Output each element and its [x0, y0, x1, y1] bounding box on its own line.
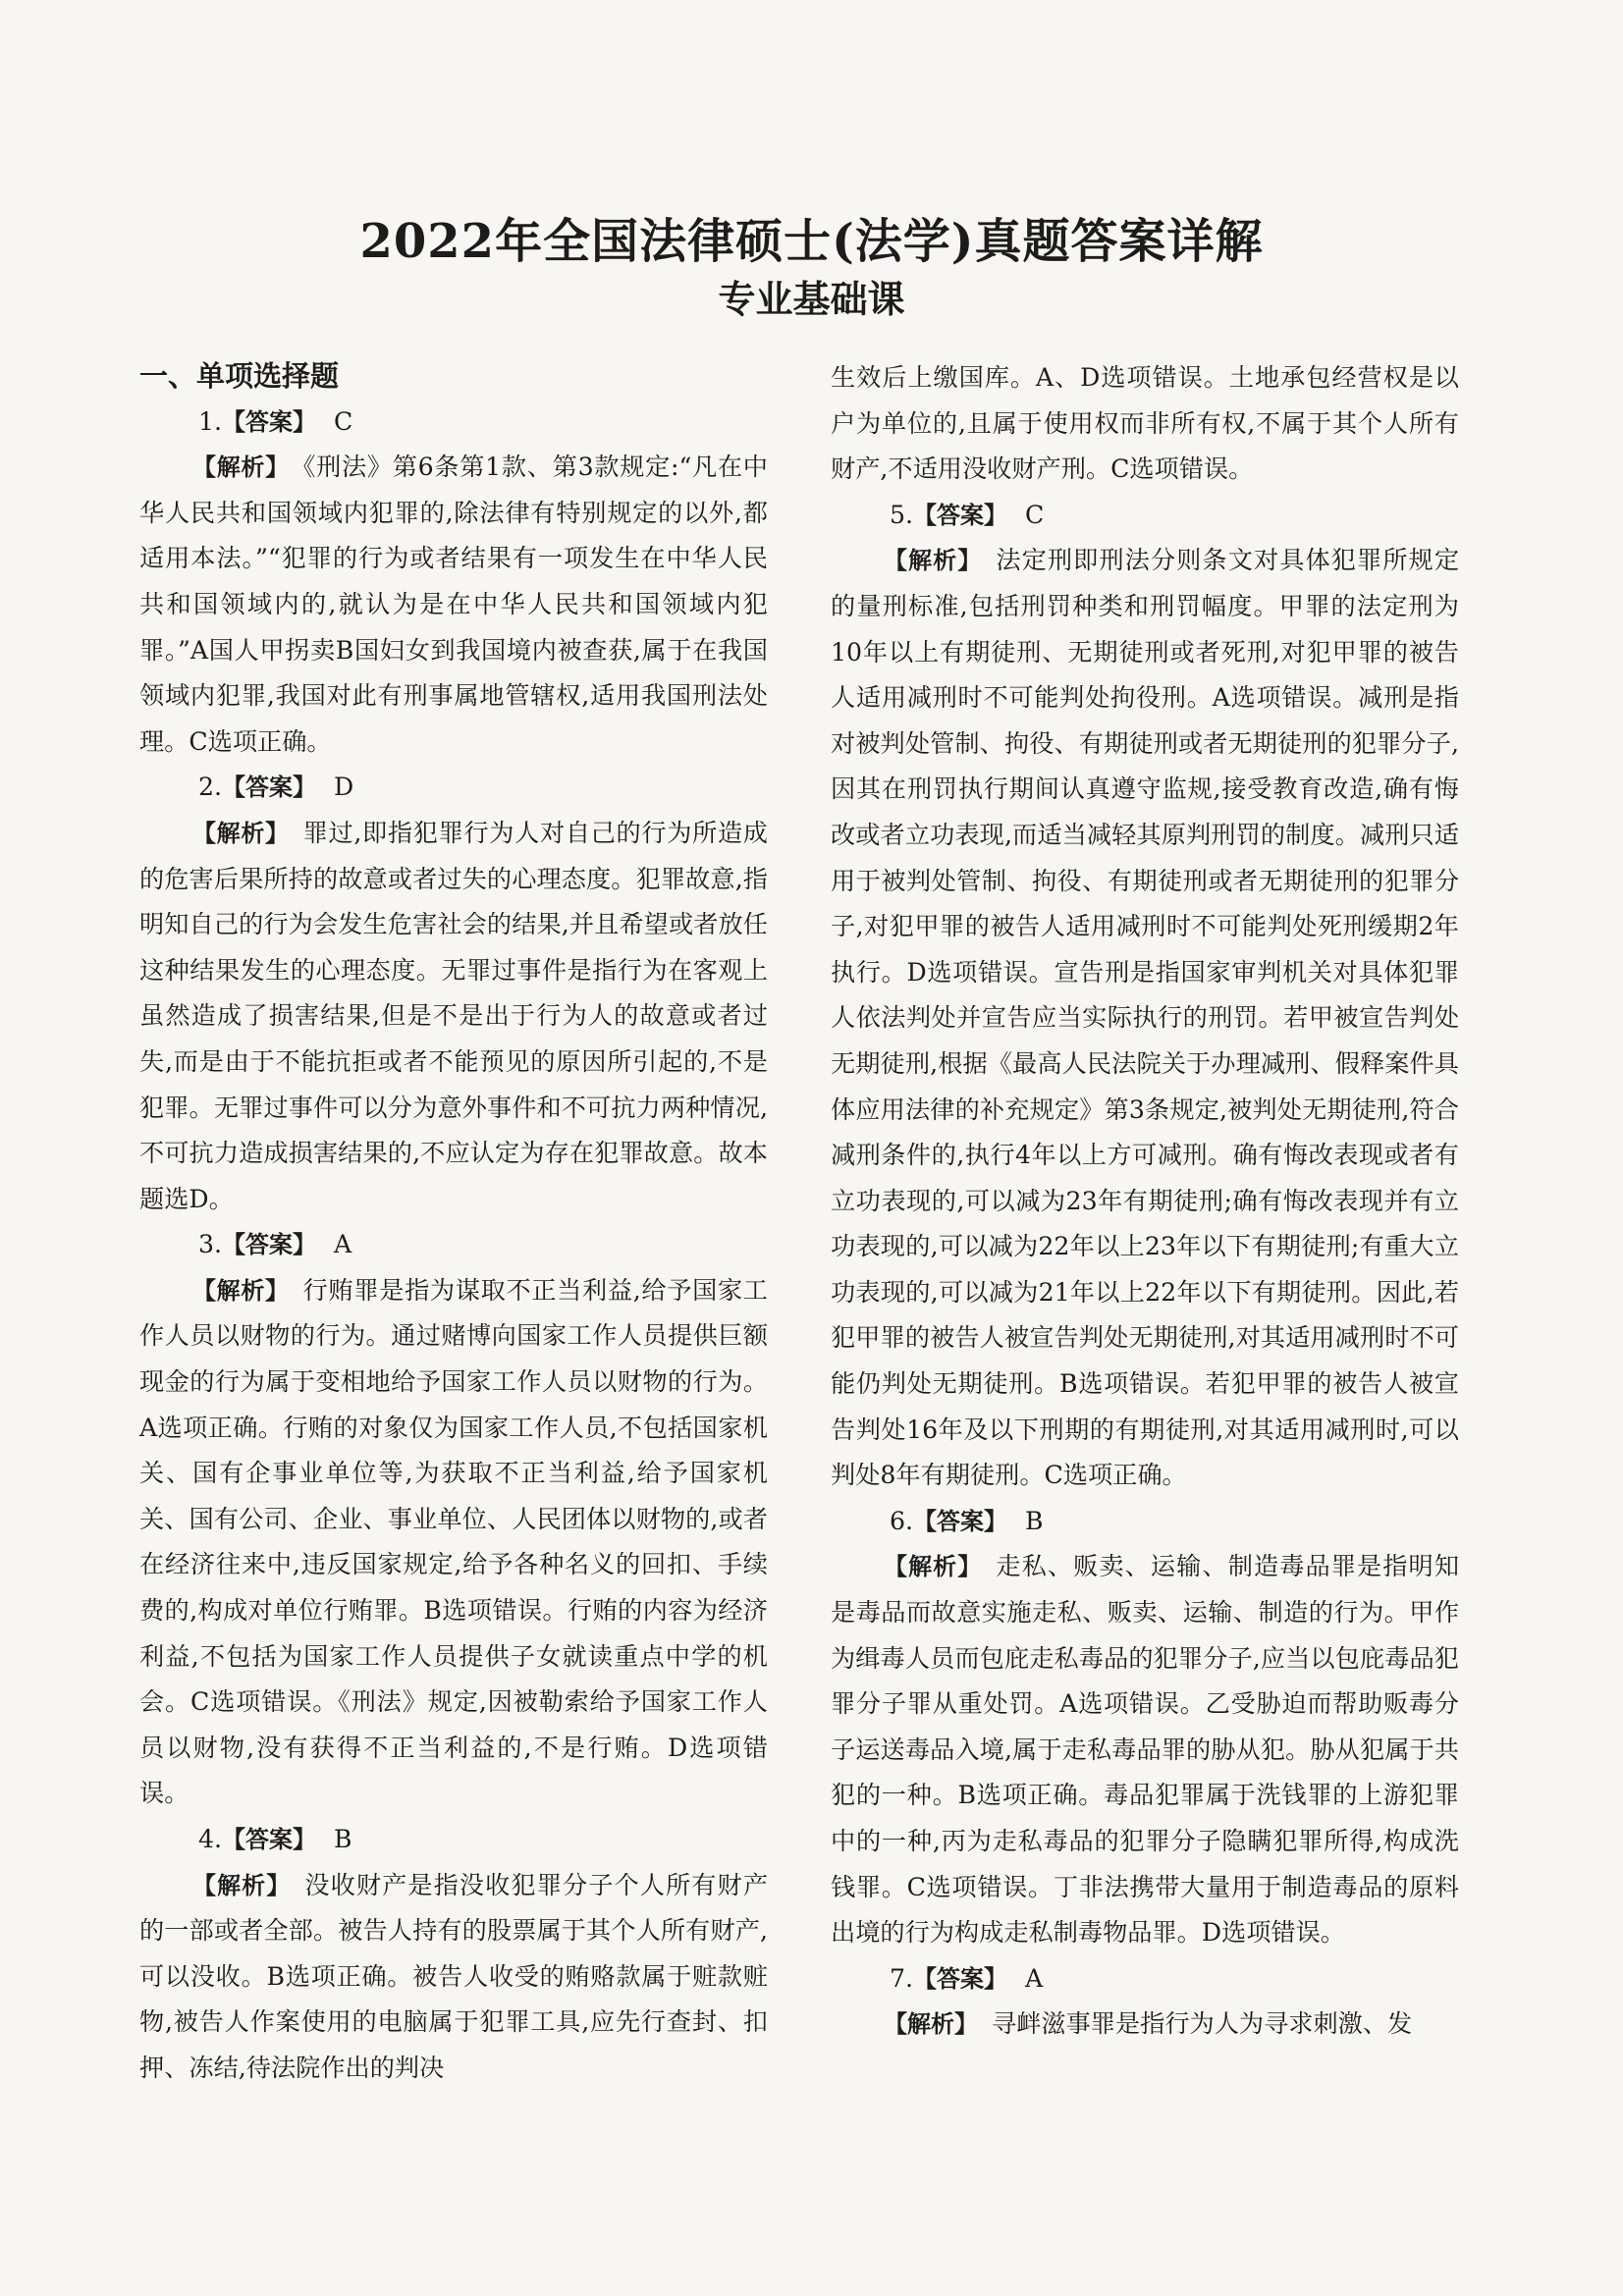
- answer-label: 【答案】: [913, 1507, 1008, 1535]
- analysis-text: 法定刑即刑法分则条文对具体犯罪所规定的量刑标准,包括刑罚种类和刑罚幅度。甲罪的法定刑为10年以上有期徒刑、无期徒刑或者死刑,对犯甲罪的被告人适用减刑时不可能判处拘役刑。A选项错误。减刑是指对被判处管制、拘役、有期徒刑或者无期徒刑的犯罪分子,因其在刑罚执行期间认真遵守监规,接受教育改造,确有悔改或者立功表现,而适当减轻其原判刑罚的制度。减刑只适用于被判处管制、拘役、有期徒刑或者无期徒刑的犯罪分子,对犯甲罪的被告人适用减刑时不可能判处死刑缓期2年执行。D选项错误。宣告刑是指国家审判机关对具体犯罪人依法判处并宣告应当实际执行的刑罚。若甲被宣告判处无期徒刑,根据《最高人民法院关于办理减刑、假释案件具体应用法律的补充规定》第3条规定,被判处无期徒刑,符合减刑条件的,执行4年以上方可减刑。确有悔改表现或者有立功表现的,可以减为23年有期徒刑;确有悔改表现并有立功表现的,可以减为22年以上23年以下有期徒刑;有重大立功表现的,可以减为21年以上22年以下有期徒刑。因此,若犯甲罪的被告人被宣告判处无期徒刑,对其适用减刑时不可能仍判处无期徒刑。B选项错误。若犯甲罪的被告人被宣告判处16年及以下刑期的有期徒刑,对其适用减刑时,可以判处8年有期徒刑。C选项正确。: [831, 546, 1460, 1490]
- answer-line-q4: [139, 1817, 768, 1863]
- analysis-text: 没收财产是指没收犯罪分子个人所有财产的一部或者全部。被告人持有的股票属于其个人所有财产,可以没收。B选项正确。被告人收受的贿赂款属于赃款赃物,被告人作案使用的电脑属于犯罪工具,应先行查封、扣押、冻结,待法院作出的判决: [139, 1870, 769, 2082]
- question-number: 2.: [198, 773, 223, 802]
- analysis-label: 【解析】: [192, 1276, 290, 1305]
- analysis-q4: [139, 1863, 768, 2092]
- section-heading: 一、单项选择题: [139, 359, 340, 393]
- question-number: 4.: [198, 1825, 223, 1853]
- answer-line-q1: [139, 400, 768, 446]
- question-number: 5.: [890, 500, 914, 529]
- answer-value: A: [1025, 1963, 1044, 1993]
- analysis-text: 行贿罪是指为谋取不正当利益,给予国家工作人员以财物的行为。通过赌博向国家工作人员提供巨额现金的行为属于变相地给予国家工作人员以财物的行为。A选项正确。行贿的对象仅为国家工作人员,不包括国家机关、国有企事业单位等,为获取不正当利益,给予国家机关、国有公司、企业、事业单位、人民团体以财物的,或者在经济往来中,违反国家规定,给予各种名义的回扣、手续费的,构成对单位行贿罪。B选项错误。行贿的内容为经济利益,不包括为国家工作人员提供子女就读重点中学的机会。C选项错误。《刑法》规定,因被勒索给予国家工作人员以财物,没有获得不正当利益的,不是行贿。D选项错误。: [139, 1275, 768, 1808]
- analysis-q7: [831, 2002, 1459, 2048]
- question-number: 6.: [890, 1506, 914, 1535]
- answer-value: B: [1025, 1506, 1044, 1535]
- left-column: [139, 353, 768, 2092]
- analysis-text: 走私、贩卖、运输、制造毒品罪是指明知是毒品而故意实施走私、贩卖、运输、制造的行为。甲作为缉毒人员而包庇走私毒品的犯罪分子,应当以包庇毒品犯罪分子罪从重处罚。A选项错误。乙受胁迫而帮助贩毒分子运送毒品入境,属于走私毒品罪的胁从犯。胁从犯属于共犯的一种。B选项正确。毒品犯罪属于洗钱罪的上游犯罪中的一种,丙为走私毒品的犯罪分子隐瞒犯罪所得,构成洗钱罪。C选项错误。丁非法携带大量用于制造毒品的原料出境的行为构成走私制毒物品罪。D选项错误。: [831, 1552, 1460, 1948]
- analysis-label: 【解析】: [192, 819, 290, 847]
- question-number: 7.: [890, 1963, 914, 1993]
- answer-line-q3: [139, 1222, 768, 1268]
- analysis-q1: [139, 445, 768, 765]
- analysis-q4-continued: 生效后上缴国库。A、D选项错误。土地承包经营权是以户为单位的,且属于使用权而非所有权,不属于其个人所有财产,不适用没收财产刑。C选项错误。: [831, 363, 1459, 484]
- analysis-q6: [831, 1544, 1459, 1955]
- analysis-label: 【解析】: [192, 1871, 292, 1899]
- answer-label: 【答案】: [913, 1964, 1008, 1993]
- answer-label: 【答案】: [913, 501, 1008, 529]
- analysis-q5: [831, 538, 1459, 1498]
- answer-value: D: [334, 773, 354, 802]
- answer-value: C: [334, 406, 353, 436]
- analysis-label: 【解析】: [884, 547, 983, 575]
- answer-value: A: [334, 1230, 352, 1259]
- answer-value: B: [334, 1825, 352, 1853]
- question-number: 1.: [198, 406, 223, 436]
- analysis-text: 罪过,即指犯罪行为人对自己的行为所造成的危害后果所持的故意或者过失的心理态度。犯罪故意,指明知自己的行为会发生危害社会的结果,并且希望或者放任这种结果发生的心理态度。无罪过事件是指行为在客观上虽然造成了损害结果,但是不是出于行为人的故意或者过失,而是由于不能抗拒或者不能预见的原因所引起的,不是犯罪。无罪过事件可以分为意外事件和不可抗力两种情况,不可抗力造成损害结果的,不应认定为存在犯罪故意。故本题选D。: [139, 818, 768, 1213]
- analysis-q2: [139, 811, 768, 1222]
- analysis-text: 《刑法》第6条第1款、第3款规定:“凡在中华人民共和国领域内犯罪的,除法律有特别规定的以外,都适用本法。”“犯罪的行为或者结果有一项发生在中华人民共和国领域内的,就认为是在中华人民共和国领域内犯罪。”A国人甲拐卖B国妇女到我国境内被查获,属于在我国领域内犯罪,我国对此有刑事属地管辖权,适用我国刑法处理。C选项正确。: [139, 453, 768, 756]
- analysis-text: 寻衅滋事罪是指行为人为寻求刺激、发: [992, 2009, 1413, 2039]
- answer-label: 【答案】: [222, 1826, 317, 1853]
- answer-label: 【答案】: [222, 1231, 317, 1259]
- document-title: 2022年全国法律硕士(法学)真题答案详解: [359, 214, 1264, 269]
- answer-label: 【答案】: [222, 407, 317, 436]
- analysis-label: 【解析】: [884, 2010, 978, 2039]
- analysis-label: 【解析】: [192, 454, 290, 482]
- analysis-q3: [139, 1268, 768, 1817]
- question-number: 3.: [198, 1230, 223, 1259]
- answer-line-q7: [831, 1956, 1459, 2002]
- answer-label: 【答案】: [222, 774, 317, 802]
- answer-line-q5: [831, 493, 1459, 539]
- right-column: [831, 355, 1459, 2048]
- document-subtitle: 专业基础课: [718, 277, 905, 321]
- answer-line-q6: [831, 1499, 1459, 1545]
- answer-value: C: [1025, 500, 1045, 529]
- analysis-label: 【解析】: [884, 1553, 983, 1581]
- answer-line-q2: [139, 765, 768, 811]
